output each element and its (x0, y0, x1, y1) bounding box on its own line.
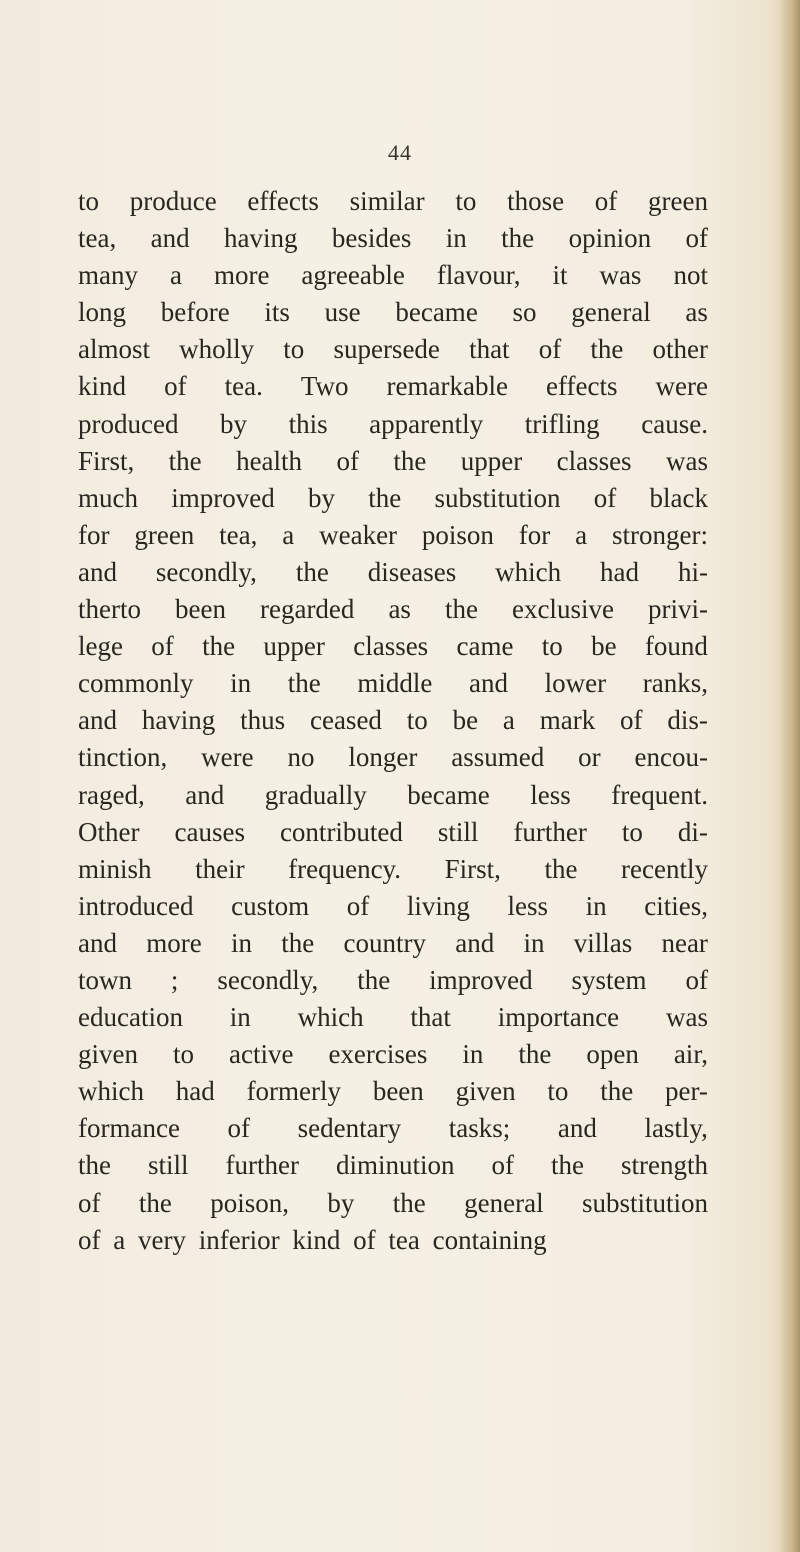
word: frequent. (611, 779, 708, 810)
word: classes (556, 445, 632, 476)
word: ceased (309, 705, 382, 736)
word: that (469, 334, 510, 365)
word: in (445, 223, 467, 254)
word: the (168, 445, 202, 476)
text-line (78, 368, 708, 405)
word: villas (573, 927, 633, 958)
word: long (78, 297, 127, 328)
word: many (78, 260, 138, 291)
word: those (507, 186, 565, 216)
word: and (78, 705, 117, 736)
word: was (599, 260, 642, 291)
word: given (455, 1076, 516, 1107)
word: recently (621, 853, 708, 884)
page-number: 44 (388, 140, 412, 165)
word: the (600, 1076, 634, 1107)
word: a (575, 519, 588, 550)
word: exercises (328, 1039, 428, 1070)
word: upper (460, 445, 523, 476)
word: tea. (224, 371, 263, 402)
word: Other (78, 816, 140, 847)
word: not (673, 260, 708, 291)
word: cause. (641, 408, 708, 439)
word: in (230, 927, 252, 958)
text-line: of a very inferior kind of tea containing (78, 1224, 547, 1255)
word: less (507, 890, 548, 921)
word: to (406, 705, 428, 736)
word: tasks; (448, 1113, 511, 1144)
word: exclusive (511, 594, 614, 625)
text-line (78, 294, 708, 331)
word: the (368, 482, 402, 513)
word: had (175, 1076, 215, 1107)
word: agreeable (301, 260, 405, 291)
word: almost (78, 334, 150, 365)
text-line (78, 851, 708, 888)
text-line (78, 814, 708, 851)
word: this (288, 408, 328, 439)
word: substitution (434, 482, 561, 513)
word: the (392, 1187, 426, 1218)
text-line (78, 257, 708, 294)
word: raged, (78, 779, 145, 810)
word: as (388, 594, 411, 625)
word: further (513, 816, 587, 847)
word: and (150, 223, 190, 254)
word: general (571, 297, 651, 328)
page-edge-shadow (778, 0, 800, 1552)
word: formance (78, 1113, 180, 1144)
word: poison (421, 519, 494, 550)
word: by (327, 1187, 355, 1218)
word: been (175, 594, 226, 625)
word: became (407, 779, 490, 810)
word: less (530, 779, 571, 810)
word: or (578, 742, 601, 773)
word: the (518, 1039, 552, 1070)
word: upper (263, 631, 325, 662)
word: tea, (78, 223, 117, 254)
word: the (287, 668, 321, 699)
word: to (78, 186, 100, 216)
word: First, (444, 853, 501, 884)
word: trifling (524, 408, 600, 439)
word: in (229, 1002, 251, 1033)
word: kind (78, 371, 127, 402)
word: causes (174, 816, 245, 847)
word: longer (348, 742, 418, 773)
word: commonly (78, 668, 194, 699)
text-line (78, 1036, 708, 1073)
word: be (591, 631, 617, 662)
word: of (685, 964, 708, 995)
word: thus (240, 705, 286, 736)
word: ; (170, 964, 179, 995)
word: produce (129, 186, 217, 216)
word: so (512, 297, 537, 328)
word: still (437, 816, 479, 847)
text-line (78, 665, 708, 702)
word: ranks, (642, 668, 708, 699)
word: secondly, (155, 556, 257, 587)
word: improved (171, 482, 275, 513)
word: custom (231, 890, 310, 921)
word: sedentary (297, 1113, 402, 1144)
word: stronger: (611, 519, 708, 550)
word: opinion (568, 223, 652, 254)
word: the (295, 556, 329, 587)
word: green (648, 186, 708, 216)
word: education (78, 1002, 183, 1033)
word: in (230, 668, 252, 699)
word: cities, (644, 890, 708, 921)
word: system (571, 964, 647, 995)
word: and (78, 927, 117, 958)
word: the (544, 853, 578, 884)
text-line (78, 1147, 708, 1184)
word: became (395, 297, 478, 328)
word: tea, (219, 519, 258, 550)
word: to (541, 631, 563, 662)
word: be (452, 705, 479, 736)
word: First, (78, 445, 135, 476)
word: been (372, 1076, 424, 1107)
word: other (652, 334, 708, 365)
word: secondly, (217, 964, 319, 995)
text-line (78, 554, 708, 591)
text-line (78, 220, 708, 257)
word: their (195, 853, 245, 884)
word: more (213, 260, 270, 291)
word: effects (247, 186, 319, 216)
word: to (621, 816, 643, 847)
word: contributed (279, 816, 403, 847)
word: had (600, 556, 640, 587)
word: assumed (451, 742, 545, 773)
word: dis- (667, 705, 708, 736)
text-line (78, 443, 708, 480)
word: it (552, 260, 568, 291)
word: having (141, 705, 216, 736)
word: produced (78, 408, 179, 439)
word: middle (357, 668, 433, 699)
text-line (78, 1185, 708, 1222)
text-line (78, 628, 708, 665)
word: similar (349, 186, 425, 216)
word: a (169, 260, 182, 291)
word: the (501, 223, 535, 254)
text-line (78, 888, 708, 925)
word: active (228, 1039, 294, 1070)
word: flavour, (436, 260, 521, 291)
text-line (78, 777, 708, 814)
word: of (593, 482, 617, 513)
word: for (78, 519, 110, 550)
word: strength (621, 1150, 708, 1181)
word: hi- (677, 556, 708, 587)
word: besides (331, 223, 412, 254)
word: therto (78, 594, 141, 625)
word: which (78, 1076, 144, 1107)
word: remarkable (386, 371, 508, 402)
word: classes (353, 631, 429, 662)
word: before (160, 297, 230, 328)
text-line (78, 925, 708, 962)
word: the (444, 594, 478, 625)
word: were (655, 371, 708, 402)
text-line (78, 739, 708, 776)
word: to (283, 334, 305, 365)
word: diseases (367, 556, 457, 587)
word: supersede (333, 334, 440, 365)
text-line (78, 183, 708, 220)
text-line (78, 591, 708, 628)
word: that (410, 1002, 451, 1033)
word: of (538, 334, 562, 365)
word: green (134, 519, 195, 550)
word: country (343, 927, 426, 958)
word: of (336, 445, 359, 476)
word: came (456, 631, 514, 662)
word: the (202, 631, 236, 662)
word: further (225, 1150, 299, 1181)
word: mark (539, 705, 596, 736)
word: di- (677, 816, 708, 847)
word: as (685, 297, 708, 328)
word: a (282, 519, 295, 550)
word: poison, (210, 1187, 290, 1218)
text-line (78, 1073, 708, 1110)
word: still (148, 1150, 189, 1181)
word: of (491, 1150, 514, 1181)
word: of (164, 371, 187, 402)
word: of (594, 186, 618, 216)
word: importance (497, 1002, 620, 1033)
word: of (78, 1187, 101, 1218)
word: were (201, 742, 254, 773)
word: effects (546, 371, 618, 402)
word: frequency. (288, 853, 402, 884)
word: its (264, 297, 290, 328)
word: the (393, 445, 427, 476)
word: by (220, 408, 248, 439)
word: use (324, 297, 361, 328)
word: in (523, 927, 545, 958)
word: wholly (179, 334, 255, 365)
word: formerly (246, 1076, 342, 1107)
word: which (297, 1002, 364, 1033)
word: lower (544, 668, 607, 699)
word: privi- (647, 594, 708, 625)
text-line (78, 1110, 708, 1147)
word: in (462, 1039, 484, 1070)
word: found (644, 631, 708, 662)
word: the (551, 1150, 584, 1181)
word: by (307, 482, 335, 513)
text-line (78, 331, 708, 368)
word: substitution (581, 1187, 708, 1218)
word: the (138, 1187, 172, 1218)
word: more (146, 927, 202, 958)
word: living (406, 890, 470, 921)
word: to (547, 1076, 569, 1107)
word: health (236, 445, 303, 476)
word: per- (665, 1076, 708, 1107)
body-text (78, 183, 708, 1259)
word: was (665, 445, 708, 476)
word: of (346, 890, 370, 921)
word: for (518, 519, 551, 550)
word: diminution (335, 1150, 455, 1181)
word: introduced (78, 890, 194, 921)
text-line (78, 999, 708, 1036)
word: of (620, 705, 643, 736)
word: lege (78, 631, 123, 662)
word: regarded (259, 594, 355, 625)
word: of (685, 223, 708, 254)
word: much (78, 482, 138, 513)
word: town (78, 964, 132, 995)
word: general (464, 1187, 544, 1218)
word: air, (673, 1039, 708, 1070)
word: the (357, 964, 391, 995)
word: the (281, 927, 315, 958)
word: weaker (319, 519, 398, 550)
word: the (590, 334, 624, 365)
word: given (78, 1039, 138, 1070)
word: black (649, 482, 708, 513)
word: encou- (634, 742, 708, 773)
text-line (78, 962, 708, 999)
word: the (78, 1150, 111, 1181)
word: apparently (369, 408, 484, 439)
text-line (78, 702, 708, 739)
word: Two (300, 371, 349, 402)
text-line (78, 480, 708, 517)
word: minish (78, 853, 152, 884)
word: of (227, 1113, 251, 1144)
word: open (586, 1039, 639, 1070)
word: and (469, 668, 508, 699)
word: to (172, 1039, 194, 1070)
word: no (287, 742, 315, 773)
word: to (455, 186, 477, 216)
word: and (185, 779, 225, 810)
word: lastly, (644, 1113, 708, 1144)
word: having (224, 223, 298, 254)
word: a (502, 705, 515, 736)
word: and (557, 1113, 597, 1144)
word: near (661, 927, 708, 958)
word: of (151, 631, 174, 662)
word: improved (429, 964, 533, 995)
word: and (455, 927, 495, 958)
text-line (78, 406, 708, 443)
word: was (665, 1002, 708, 1033)
word: tinction, (78, 742, 168, 773)
word: and (78, 556, 117, 587)
text-line (78, 517, 708, 554)
word: which (495, 556, 562, 587)
word: gradually (264, 779, 367, 810)
word: in (585, 890, 607, 921)
